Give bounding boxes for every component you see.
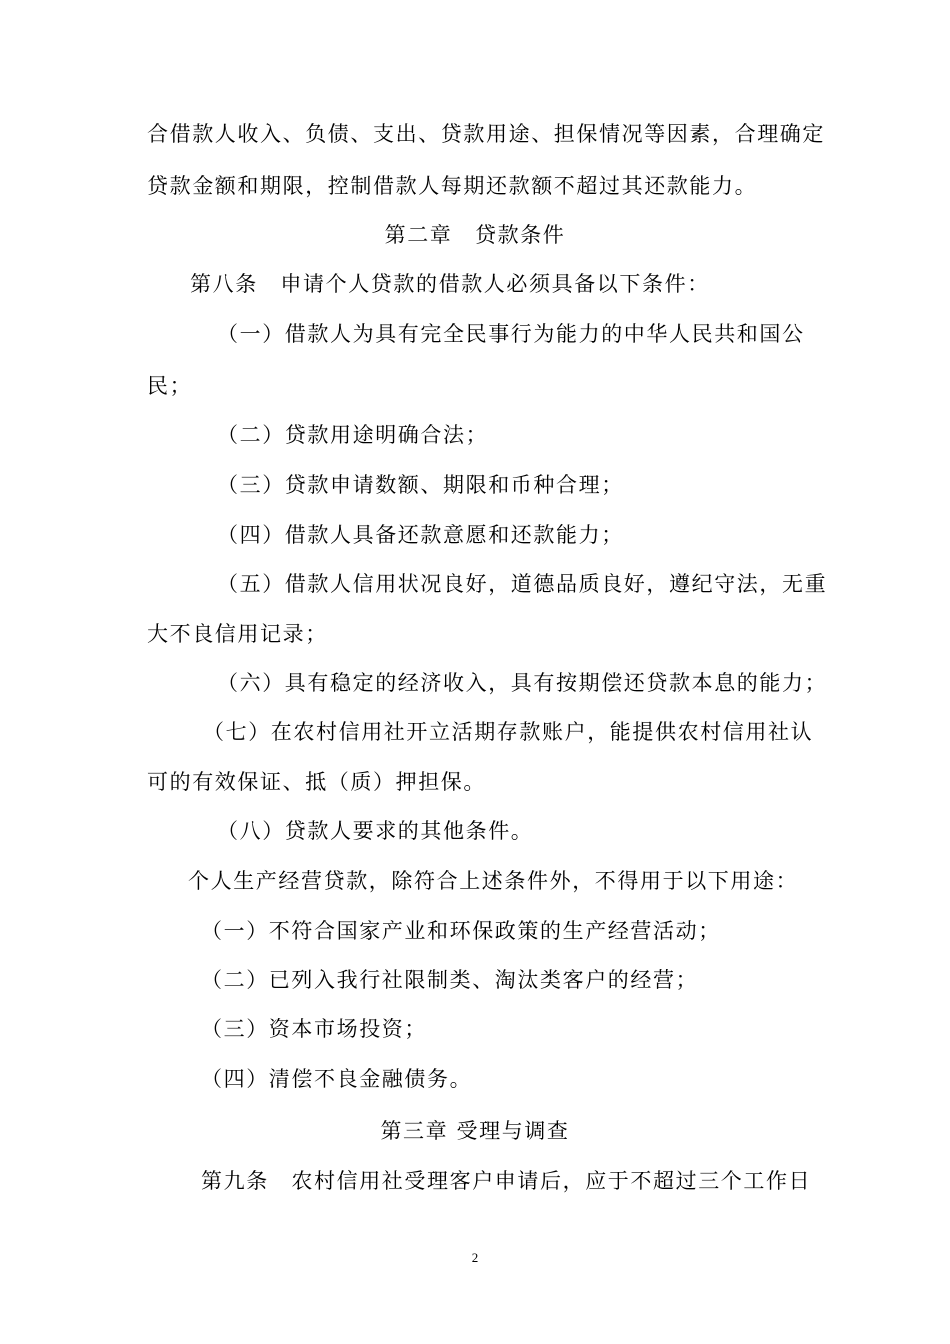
list-item: （一）不符合国家产业和环保政策的生产经营活动； — [201, 919, 721, 943]
paragraph-line: 可的有效保证、抵（质）押担保。 — [147, 770, 486, 794]
paragraph-line: 合借款人收入、负债、支出、贷款用途、担保情况等因素，合理确定 — [147, 122, 825, 146]
list-item: （一）借款人为具有完全民事行为能力的中华人民共和国公 — [217, 322, 805, 346]
list-item: （五）借款人信用状况良好，道德品质良好，遵纪守法，无重 — [217, 572, 828, 596]
list-item: （八）贷款人要求的其他条件。 — [217, 819, 534, 843]
paragraph-line: 民； — [147, 374, 193, 398]
article-heading: 第九条 农村信用社受理客户申请后，应于不超过三个工作日 — [201, 1169, 812, 1193]
list-item: （三）资本市场投资； — [201, 1017, 427, 1041]
list-item: （四）借款人具备还款意愿和还款能力； — [217, 523, 624, 547]
paragraph-line: 大不良信用记录； — [147, 622, 328, 646]
page-number: 2 — [471, 1250, 479, 1265]
chapter-heading: 第三章 受理与调查 — [380, 1119, 570, 1143]
chapter-heading: 第二章 贷款条件 — [384, 223, 566, 247]
list-item: （七）在农村信用社开立活期存款账户，能提供农村信用社认 — [203, 720, 814, 744]
paragraph-line: 贷款金额和期限，控制借款人每期还款额不超过其还款能力。 — [147, 174, 758, 198]
list-item: （四）清偿不良金融债务。 — [201, 1067, 473, 1091]
paragraph-line: 个人生产经营贷款，除符合上述条件外，不得用于以下用途： — [188, 869, 799, 893]
article-heading: 第八条 申请个人贷款的借款人必须具备以下条件： — [190, 272, 710, 296]
list-item: （二）已列入我行社限制类、淘汰类客户的经营； — [201, 968, 699, 992]
list-item: （六）具有稳定的经济收入，具有按期偿还贷款本息的能力； — [217, 671, 828, 695]
list-item: （二）贷款用途明确合法； — [217, 423, 489, 447]
list-item: （三）贷款申请数额、期限和币种合理； — [217, 473, 624, 497]
